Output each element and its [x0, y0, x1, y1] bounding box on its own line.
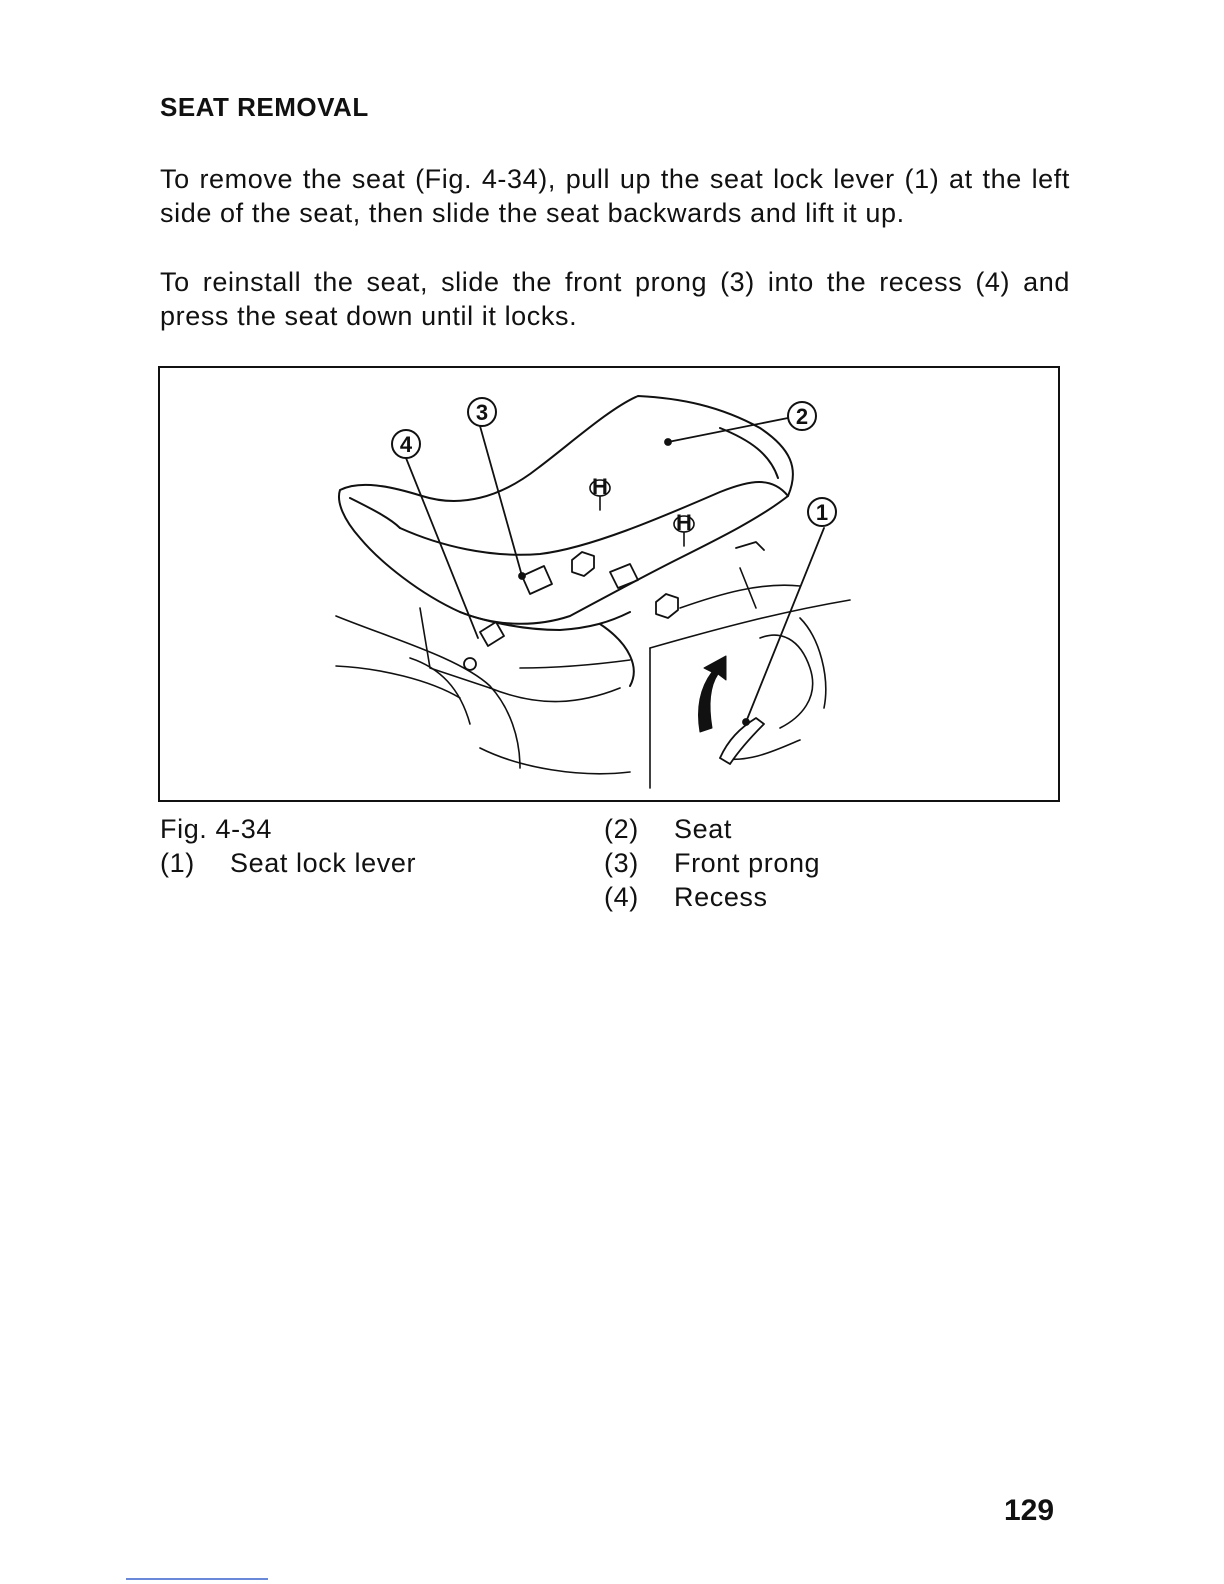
- frame-drawing: [336, 568, 850, 788]
- page-number: 129: [1004, 1494, 1055, 1527]
- bolt-marks: [590, 474, 694, 546]
- callout-1: [808, 498, 836, 526]
- leader-line-2: [668, 418, 788, 442]
- leader-line-4: [406, 458, 478, 638]
- bolt-mark-label-2: H: [676, 510, 692, 535]
- footer-rule: [126, 1578, 268, 1580]
- caption-item-number: (1): [160, 848, 195, 878]
- caption-item-front-prong: [604, 846, 820, 880]
- caption-item-seat-lock-lever: [160, 846, 416, 880]
- callout-number-2: 2: [795, 404, 809, 429]
- figure-caption-label: Fig. 4-34: [160, 814, 272, 844]
- caption-item-number: (2): [604, 814, 639, 844]
- bolt-mark-label-1: H: [592, 474, 608, 499]
- callout-number-4: 4: [399, 432, 413, 457]
- latch-details: [464, 542, 764, 764]
- caption-item-seat: [604, 812, 732, 846]
- caption-item-recess: [604, 880, 768, 914]
- callout-2: [788, 402, 816, 430]
- section-heading: SEAT REMOVAL: [160, 92, 369, 122]
- paragraph-remove: To remove the seat (Fig. 4-34), pull up the seat lock lever (1) at the left side of the seat, then slide the seat backwards and lift it up.: [160, 164, 1070, 228]
- callout-number-3: 3: [475, 400, 489, 425]
- paragraph-reinstall: To reinstall the seat, slide the front prong (3) into the recess (4) and press the seat down until it locks.: [160, 267, 1070, 331]
- callout-number-1: 1: [815, 500, 829, 525]
- caption-item-text: Seat lock lever: [230, 848, 417, 878]
- caption-item-number: (4): [604, 882, 639, 912]
- seat-illustration: [160, 368, 1058, 800]
- figure-seat-removal: [158, 366, 1060, 802]
- callout-4: [392, 430, 420, 458]
- caption-item-number: (3): [604, 848, 639, 878]
- lift-arrow-icon: [699, 656, 727, 732]
- caption-item-text: Seat: [674, 814, 732, 844]
- callout-3: [468, 398, 496, 426]
- caption-item-text: Recess: [674, 882, 768, 912]
- caption-item-text: Front prong: [674, 848, 821, 878]
- leader-lines: [406, 418, 824, 725]
